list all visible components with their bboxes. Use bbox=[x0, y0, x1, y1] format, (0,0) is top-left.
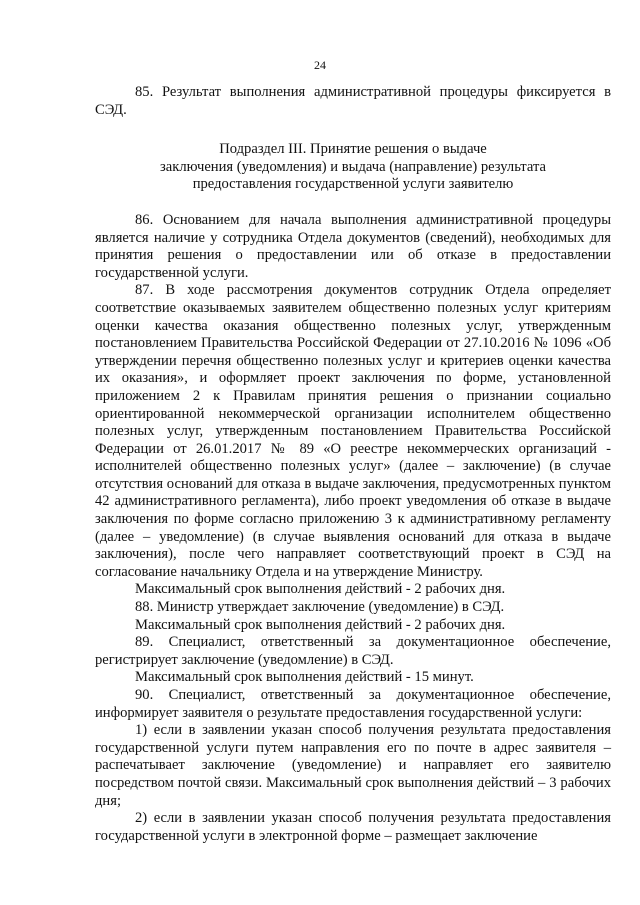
paragraph-87-deadline: Максимальный срок выполнения действий - 2 рабочих дня. bbox=[135, 581, 506, 598]
paragraph-90: 90. Специалист, ответственный за документационное обеспечение, информирует заявителя о результате предоставления государственной услуги: bbox=[95, 687, 611, 721]
spacer bbox=[95, 194, 611, 212]
subsection-heading-line-3: предоставления государственной услуги заявителю bbox=[192, 176, 514, 193]
paragraph-90-item-2: 2) если в заявлении указан способ получения результата предоставления государственной услуги в электронной форме – размещает заключение bbox=[95, 810, 611, 844]
paragraph-85: 85. Результат выполнения административной процедуры фиксируется в СЭД. bbox=[95, 84, 611, 118]
paragraph-87: 87. В ходе рассмотрения документов сотрудник Отдела определяет соответствие оказываемых заявителем общественно полезных услуг критериям оценки качества оказания общественно полезных услуг, утвержденным постановлением Правительства Российской Федерации от 27.10.2016 № 1096 «Об утверждении перечня общественно полезных услуг и критериев оценки качества их оказания», и оформляет проект заключения по форме, установленной приложением 2 к Правилам принятия решения о признании социально ориентированной некоммерческой организации исполнителем общественно полезных услуг, утвержденным постановлением Правительства Российской Федерации от 26.01.2017 № 89 «О реестре некоммерческих организаций - исполнителей общественно полезных услуг» (далее – заключение) (в случае отсутствия оснований для отказа в выдаче заключения, предусмотренных пунктом 42 административного регламента), либо проект уведомления об отказе в выдаче заключения по форме согласно приложению 3 к административному регламенту (далее – уведомление) (в случае выявления оснований для отказа в выдаче заключения), после чего направляет соответствующий проект в СЭД на согласование начальнику Отдела и на утверждение Министру. bbox=[95, 282, 611, 580]
paragraph-89: 89. Специалист, ответственный за документационное обеспечение, регистрирует заключение (уведомление) в СЭД. bbox=[95, 634, 611, 668]
spacer bbox=[95, 119, 611, 141]
paragraph-88: 88. Министр утверждает заключение (уведомление) в СЭД. bbox=[135, 599, 505, 616]
paragraph-90-item-1: 1) если в заявлении указан способ получения результата предоставления государственной услуги путем направления его по почте в адрес заявителя – распечатывает заключение (уведомление) и направляет его заявителю посредством почтой связи. Максимальный срок выполнения действий – 3 рабочих дня; bbox=[95, 722, 611, 809]
subsection-heading-line-2: заключения (уведомления) и выдача (направление) результата bbox=[160, 158, 546, 175]
page-number: 24 bbox=[314, 58, 326, 72]
paragraph-89-deadline: Максимальный срок выполнения действий - 15 минут. bbox=[135, 669, 474, 686]
paragraph-86: 86. Основанием для начала выполнения административной процедуры является наличие у сотрудника Отдела документов (сведений), необходимых для принятия решения о предоставлении или об отказе в предоставлении государственной услуги. bbox=[95, 211, 611, 281]
document-body bbox=[95, 84, 611, 845]
paragraph-88-deadline: Максимальный срок выполнения действий - 2 рабочих дня. bbox=[135, 616, 506, 633]
subsection-heading-line-1: Подраздел III. Принятие решения о выдаче bbox=[219, 141, 487, 158]
